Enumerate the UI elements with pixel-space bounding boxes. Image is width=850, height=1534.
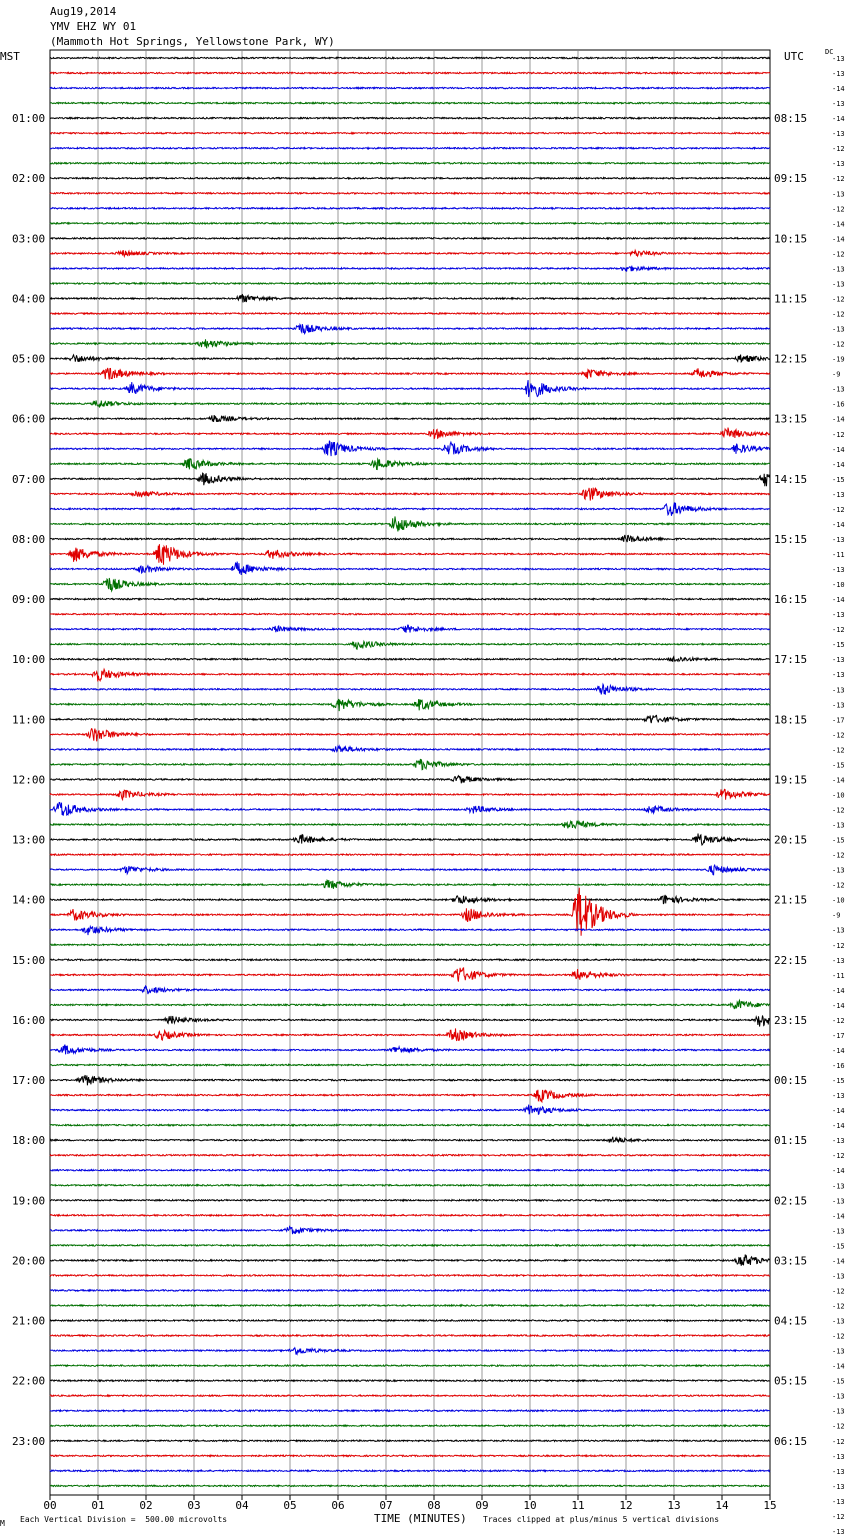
dc-offset-label: -15 xyxy=(832,475,845,484)
dc-offset-label: -15 xyxy=(832,761,845,770)
trace-line xyxy=(50,544,770,565)
dc-offset-label: -13 xyxy=(832,490,845,499)
trace-line xyxy=(50,1090,770,1102)
trace-line xyxy=(50,1170,770,1171)
x-axis-label: TIME (MINUTES) xyxy=(374,1512,467,1525)
dc-offset-label: -12 xyxy=(832,806,845,815)
trace-line xyxy=(50,1200,770,1201)
dc-offset-label: -12 xyxy=(832,851,845,860)
dc-offset-label: -13 xyxy=(832,130,845,139)
trace-line xyxy=(50,927,770,936)
dc-offset-label: -12 xyxy=(832,941,845,950)
mst-hour-label: 08:00 xyxy=(12,532,46,546)
dc-offset-label: -13 xyxy=(832,1482,845,1491)
x-tick-label: 03 xyxy=(187,1499,201,1512)
x-tick-label: 08 xyxy=(427,1499,441,1512)
trace-line xyxy=(50,865,770,875)
trace-line xyxy=(50,1335,770,1336)
x-tick-label: 11 xyxy=(571,1499,585,1512)
trace-line xyxy=(50,223,770,224)
clip-note: Traces clipped at plus/minus 5 vertical divisions xyxy=(483,1515,720,1524)
trace-line xyxy=(50,488,770,501)
trace-line xyxy=(50,1348,770,1355)
trace-line xyxy=(50,294,770,302)
utc-hour-label: 11:15 xyxy=(774,292,808,306)
utc-hour-label: 16:15 xyxy=(774,593,808,607)
dc-offset-label: -13 xyxy=(832,280,845,289)
dc-offset-label: -14 xyxy=(832,220,845,229)
trace-line xyxy=(50,888,770,936)
dc-offset-label: -11 xyxy=(832,550,845,559)
x-tick-label: 00 xyxy=(43,1499,57,1512)
dc-offset-label: -14 xyxy=(832,445,845,454)
mst-hour-label: 22:00 xyxy=(12,1374,46,1388)
dc-offset-label: -13 xyxy=(832,1092,845,1101)
trace-line xyxy=(50,1045,770,1055)
dc-offset-label: -13 xyxy=(832,866,845,875)
utc-hour-label: 18:15 xyxy=(774,713,808,727)
mst-hour-label: 09:00 xyxy=(12,593,46,607)
dc-offset-label: -13 xyxy=(832,70,845,79)
dc-offset-label: -10 xyxy=(832,791,845,800)
dc-offset-label: -12 xyxy=(832,731,845,740)
dc-offset-label: -19 xyxy=(832,355,845,364)
dc-offset-label: -13 xyxy=(832,1137,845,1146)
trace-line xyxy=(50,428,770,439)
dc-offset-label: -12 xyxy=(832,175,845,184)
trace-line xyxy=(50,641,770,649)
utc-hour-label: 23:15 xyxy=(774,1013,808,1027)
dc-offset-label: -13 xyxy=(832,956,845,965)
trace-line xyxy=(50,516,770,531)
dc-offset-label: -14 xyxy=(832,1001,845,1010)
utc-hour-label: 03:15 xyxy=(774,1254,808,1268)
utc-hour-label: 10:15 xyxy=(774,232,808,246)
x-tick-label: 09 xyxy=(475,1499,489,1512)
trace-line xyxy=(50,1215,770,1216)
trace-line xyxy=(50,803,770,816)
trace-line xyxy=(50,578,770,591)
trace-line xyxy=(50,1290,770,1291)
trace-line xyxy=(50,1245,770,1246)
x-tick-label: 14 xyxy=(715,1499,729,1512)
plot-location: (Mammoth Hot Springs, Yellowstone Park, WY) xyxy=(50,35,335,48)
utc-hour-label: 06:15 xyxy=(774,1434,808,1448)
x-tick-label: 13 xyxy=(667,1499,681,1512)
dc-offset-label: -14 xyxy=(832,1046,845,1055)
dc-offset-label: -13 xyxy=(832,566,845,575)
utc-hour-label: 09:15 xyxy=(774,172,808,186)
right-timezone-label: UTC xyxy=(784,50,804,63)
dc-offset-label: -12 xyxy=(832,340,845,349)
dc-offset-label: -12 xyxy=(832,1422,845,1431)
utc-hour-label: 12:15 xyxy=(774,352,808,366)
dc-offset-label: -13 xyxy=(832,190,845,199)
trace-line xyxy=(50,339,770,348)
mst-hour-label: 21:00 xyxy=(12,1314,46,1328)
plot-date: Aug19,2014 xyxy=(50,5,117,18)
trace-line xyxy=(50,1028,770,1041)
x-tick-label: 04 xyxy=(235,1499,249,1512)
dc-offset-label: -13 xyxy=(832,100,845,109)
mst-hour-label: 01:00 xyxy=(12,112,46,126)
trace-line xyxy=(50,895,770,904)
x-tick-label: 10 xyxy=(523,1499,537,1512)
dc-label: DC xyxy=(825,48,834,56)
dc-offset-label: -13 xyxy=(832,1182,845,1191)
trace-line xyxy=(50,880,770,889)
dc-offset-label: -13 xyxy=(832,55,845,63)
trace-line xyxy=(50,729,770,742)
trace-line xyxy=(50,1380,770,1381)
mst-hour-label: 07:00 xyxy=(12,472,46,486)
trace-line xyxy=(50,657,770,662)
trace-line xyxy=(50,715,770,723)
trace-line xyxy=(50,193,770,194)
trace-line xyxy=(50,148,770,149)
dc-offset-label: -13 xyxy=(832,1272,845,1281)
trace-line xyxy=(50,502,770,515)
trace-line xyxy=(50,776,770,784)
trace-line xyxy=(50,1365,770,1366)
x-tick-label: 12 xyxy=(619,1499,633,1512)
mst-hour-label: 16:00 xyxy=(12,1013,46,1027)
x-tick-label: 07 xyxy=(379,1499,393,1512)
trace-line xyxy=(50,313,770,314)
trace-line xyxy=(50,1000,770,1009)
corner-mark: M xyxy=(0,1519,5,1528)
dc-offset-label: -13 xyxy=(832,1347,845,1356)
dc-offset-label: -14 xyxy=(832,1257,845,1266)
mst-hour-label: 03:00 xyxy=(12,232,46,246)
dc-offset-label: -15 xyxy=(832,836,845,845)
x-tick-label: 15 xyxy=(763,1499,777,1512)
trace-line xyxy=(50,834,770,846)
trace-line xyxy=(50,1226,770,1234)
dc-offset-label: -14 xyxy=(832,235,845,244)
trace-line xyxy=(50,759,770,770)
dc-offset-label: -12 xyxy=(832,250,845,259)
mst-hour-label: 10:00 xyxy=(12,653,46,667)
dc-offset-label: -17 xyxy=(832,716,845,725)
dc-offset-label: -13 xyxy=(832,701,845,710)
trace-line xyxy=(50,208,770,209)
dc-offset-label: -13 xyxy=(832,160,845,169)
trace-line xyxy=(50,669,770,681)
dc-offset-label: -12 xyxy=(832,505,845,514)
dc-offset-label: -12 xyxy=(832,1512,845,1521)
trace-line xyxy=(50,1410,770,1411)
trace-line xyxy=(50,944,770,945)
trace-line xyxy=(50,163,770,164)
dc-offset-label: -15 xyxy=(832,1077,845,1086)
trace-line xyxy=(50,562,770,575)
trace-line xyxy=(50,441,770,456)
trace-line xyxy=(50,1470,770,1471)
trace-line xyxy=(50,133,770,134)
mst-hour-label: 06:00 xyxy=(12,412,46,426)
trace-line xyxy=(50,1305,770,1306)
scale-note: Each Vertical Division = 500.00 microvolts xyxy=(20,1515,228,1524)
dc-offset-label: -12 xyxy=(832,1437,845,1446)
trace-line xyxy=(50,355,770,362)
dc-offset-label: -13 xyxy=(832,821,845,830)
dc-offset-label: -13 xyxy=(832,671,845,680)
mst-hour-label: 19:00 xyxy=(12,1194,46,1208)
dc-offset-label: -12 xyxy=(832,1016,845,1025)
trace-line xyxy=(50,178,770,179)
dc-offset-label: -13 xyxy=(832,1227,845,1236)
dc-offset-label: -14 xyxy=(832,1167,845,1176)
dc-offset-label: -14 xyxy=(832,986,845,995)
dc-offset-label: -12 xyxy=(832,1302,845,1311)
plot-frame xyxy=(50,50,770,1495)
trace-line xyxy=(50,1016,770,1027)
trace-line xyxy=(50,72,770,73)
utc-hour-label: 01:15 xyxy=(774,1134,808,1148)
dc-offset-label: -13 xyxy=(832,265,845,274)
trace-line xyxy=(50,1105,770,1115)
dc-offset-label: -16 xyxy=(832,1062,845,1071)
trace-line xyxy=(50,625,770,633)
trace-line xyxy=(50,1185,770,1186)
utc-hour-label: 08:15 xyxy=(774,112,808,126)
utc-hour-label: 15:15 xyxy=(774,532,808,546)
dc-offset-label: -13 xyxy=(832,1527,845,1534)
dc-offset-label: -12 xyxy=(832,746,845,755)
trace-line xyxy=(50,266,770,272)
dc-offset-label: -12 xyxy=(832,881,845,890)
dc-offset-label: -13 xyxy=(832,535,845,544)
dc-offset-label: -12 xyxy=(832,430,845,439)
trace-line xyxy=(50,380,770,397)
mst-hour-label: 04:00 xyxy=(12,292,46,306)
mst-hour-label: 14:00 xyxy=(12,893,46,907)
dc-offset-label: -12 xyxy=(832,1287,845,1296)
trace-line xyxy=(50,87,770,88)
dc-offset-label: -17 xyxy=(832,1031,845,1040)
utc-hour-label: 02:15 xyxy=(774,1194,808,1208)
trace-line xyxy=(50,1395,770,1396)
trace-line xyxy=(50,613,770,614)
dc-offset-label: -12 xyxy=(832,295,845,304)
dc-offset-label: -13 xyxy=(832,926,845,935)
x-tick-label: 05 xyxy=(283,1499,297,1512)
utc-hour-label: 20:15 xyxy=(774,833,808,847)
x-tick-label: 06 xyxy=(331,1499,345,1512)
trace-line xyxy=(50,57,770,58)
dc-offset-label: -12 xyxy=(832,1332,845,1341)
trace-line xyxy=(50,1275,770,1276)
dc-offset-label: -13 xyxy=(832,1317,845,1326)
dc-offset-label: -13 xyxy=(832,325,845,334)
dc-offset-label: -13 xyxy=(832,686,845,695)
trace-line xyxy=(50,1255,770,1266)
dc-offset-label: -13 xyxy=(832,1467,845,1476)
dc-offset-label: -12 xyxy=(832,626,845,635)
dc-offset-label: -12 xyxy=(832,145,845,154)
x-tick-label: 02 xyxy=(139,1499,153,1512)
trace-line xyxy=(50,968,770,982)
trace-line xyxy=(50,102,770,103)
trace-line xyxy=(50,458,770,469)
dc-offset-label: -14 xyxy=(832,776,845,785)
utc-hour-label: 05:15 xyxy=(774,1374,808,1388)
dc-offset-label: -14 xyxy=(832,115,845,124)
dc-offset-label: -9 xyxy=(832,370,841,379)
trace-line xyxy=(50,368,770,380)
dc-offset-label: -14 xyxy=(832,1107,845,1116)
dc-offset-label: -14 xyxy=(832,1122,845,1131)
utc-hour-label: 22:15 xyxy=(774,953,808,967)
trace-line xyxy=(50,789,770,799)
trace-line xyxy=(50,415,770,422)
utc-hour-label: 17:15 xyxy=(774,653,808,667)
trace-line xyxy=(50,746,770,752)
trace-line xyxy=(50,1440,770,1441)
trace-line xyxy=(50,1064,770,1065)
trace-line xyxy=(50,117,770,118)
utc-hour-label: 14:15 xyxy=(774,472,808,486)
trace-line xyxy=(50,1075,770,1085)
trace-line xyxy=(50,1455,770,1456)
trace-line xyxy=(50,959,770,960)
utc-hour-label: 19:15 xyxy=(774,773,808,787)
utc-hour-label: 00:15 xyxy=(774,1074,808,1088)
dc-offset-label: -14 xyxy=(832,460,845,469)
dc-offset-label: -15 xyxy=(832,641,845,650)
trace-line xyxy=(50,473,770,486)
dc-offset-label: -14 xyxy=(832,596,845,605)
trace-line xyxy=(50,1320,770,1321)
dc-offset-label: -13 xyxy=(832,1452,845,1461)
dc-offset-label: -12 xyxy=(832,205,845,214)
trace-line xyxy=(50,699,770,711)
trace-line xyxy=(50,821,770,829)
dc-offset-label: -10 xyxy=(832,896,845,905)
left-timezone-label: MST xyxy=(0,50,20,63)
dc-offset-label: -13 xyxy=(832,1392,845,1401)
mst-hour-label: 05:00 xyxy=(12,352,46,366)
trace-line xyxy=(50,238,770,239)
dc-offset-label: -13 xyxy=(832,1197,845,1206)
dc-offset-label: -12 xyxy=(832,1152,845,1161)
utc-hour-label: 13:15 xyxy=(774,412,808,426)
trace-line xyxy=(50,684,770,694)
mst-hour-label: 15:00 xyxy=(12,953,46,967)
trace-line xyxy=(50,1137,770,1143)
mst-hour-label: 13:00 xyxy=(12,833,46,847)
utc-hour-label: 21:15 xyxy=(774,893,808,907)
mst-hour-label: 11:00 xyxy=(12,713,46,727)
mst-hour-label: 12:00 xyxy=(12,773,46,787)
mst-hour-label: 17:00 xyxy=(12,1074,46,1088)
x-tick-label: 01 xyxy=(91,1499,105,1512)
dc-offset-label: -14 xyxy=(832,1212,845,1221)
dc-offset-label: -15 xyxy=(832,1377,845,1386)
trace-line xyxy=(50,401,770,408)
utc-hour-label: 04:15 xyxy=(774,1314,808,1328)
trace-line xyxy=(50,324,770,334)
trace-line xyxy=(50,1425,770,1426)
dc-offset-label: -13 xyxy=(832,1497,845,1506)
plot-station: YMV EHZ WY 01 xyxy=(50,20,137,33)
dc-offset-label: -16 xyxy=(832,400,845,409)
trace-line xyxy=(50,854,770,855)
trace-line xyxy=(50,250,770,256)
dc-offset-label: -14 xyxy=(832,415,845,424)
dc-offset-label: -13 xyxy=(832,385,845,394)
dc-offset-label: -10 xyxy=(832,581,845,590)
trace-line xyxy=(50,1124,770,1125)
trace-line xyxy=(50,598,770,599)
dc-offset-label: -13 xyxy=(832,611,845,620)
mst-hour-label: 23:00 xyxy=(12,1434,46,1448)
dc-offset-label: -14 xyxy=(832,520,845,529)
dc-offset-label: -14 xyxy=(832,85,845,94)
mst-hour-label: 20:00 xyxy=(12,1254,46,1268)
trace-line xyxy=(50,986,770,994)
trace-line xyxy=(50,283,770,284)
dc-offset-label: -14 xyxy=(832,1362,845,1371)
mst-hour-label: 02:00 xyxy=(12,172,46,186)
dc-offset-label: -9 xyxy=(832,911,841,920)
dc-offset-label: -13 xyxy=(832,656,845,665)
trace-line xyxy=(50,1485,770,1486)
dc-offset-label: -11 xyxy=(832,971,845,980)
dc-offset-label: -13 xyxy=(832,1407,845,1416)
trace-line xyxy=(50,535,770,542)
dc-offset-label: -12 xyxy=(832,310,845,319)
dc-offset-label: -15 xyxy=(832,1242,845,1251)
trace-line xyxy=(50,1155,770,1156)
mst-hour-label: 18:00 xyxy=(12,1134,46,1148)
